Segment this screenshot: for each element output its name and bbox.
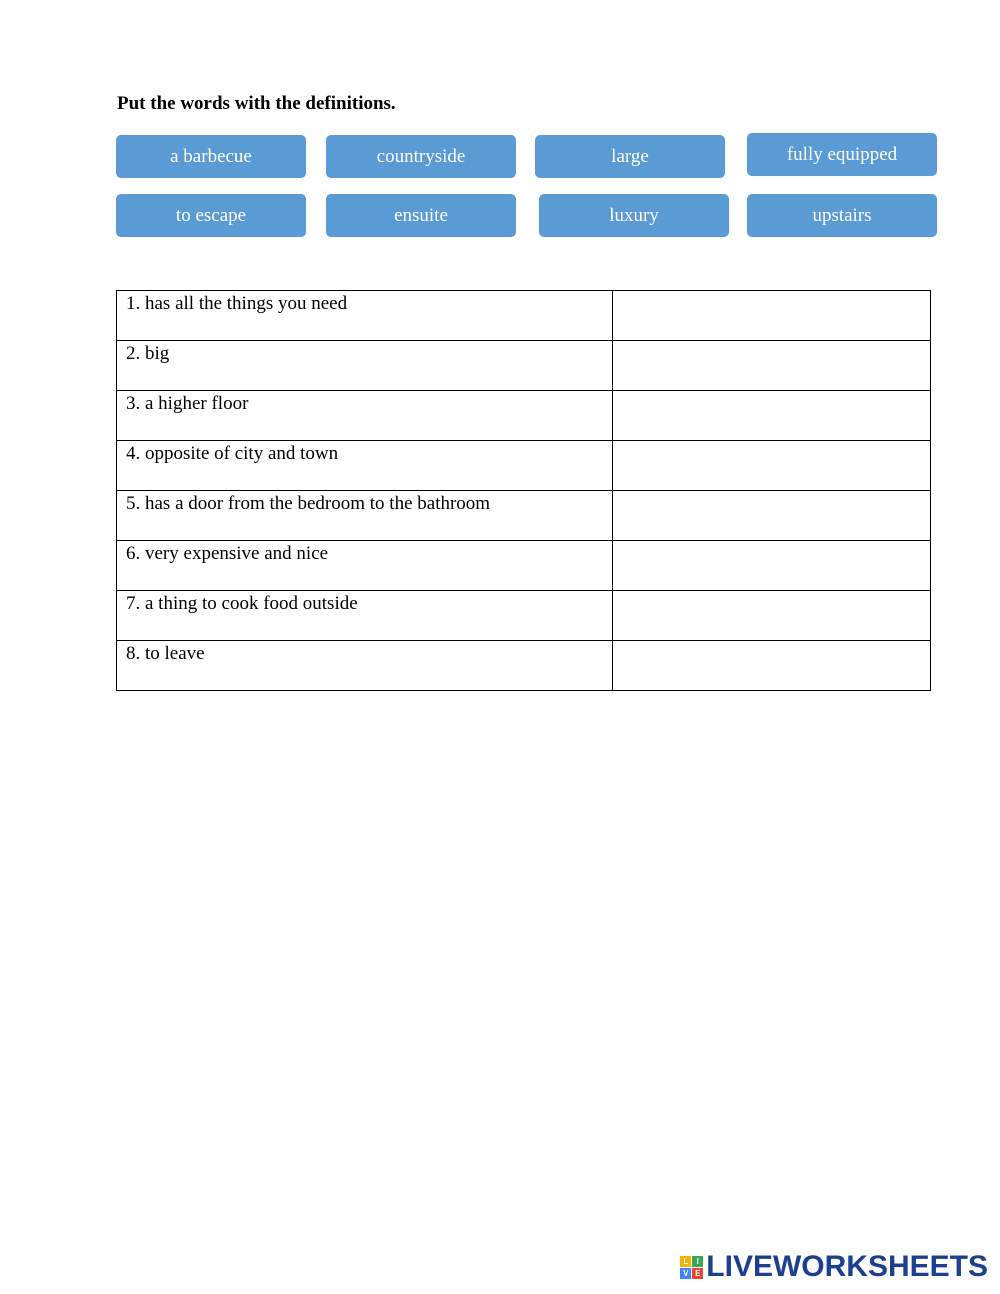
definitions-table: [116, 290, 931, 691]
brand-name: LIVEWORKSHEETS: [706, 1250, 988, 1283]
definition-text: 4. opposite of city and town: [117, 441, 613, 491]
definition-text: 6. very expensive and nice: [117, 541, 613, 591]
definition-text: 3. a higher floor: [117, 391, 613, 441]
table-row: [117, 541, 931, 591]
definition-text: 2. big: [117, 341, 613, 391]
live-logo-icon: [680, 1256, 703, 1279]
word-chip-fully-equipped[interactable]: fully equipped: [747, 133, 937, 176]
table-row: [117, 641, 931, 691]
word-chip-luxury[interactable]: luxury: [539, 194, 729, 237]
table-row: [117, 591, 931, 641]
instruction-heading: Put the words with the definitions.: [117, 93, 396, 114]
answer-drop-zone[interactable]: [613, 641, 931, 691]
answer-drop-zone[interactable]: [613, 491, 931, 541]
logo-letter-e: E: [692, 1268, 703, 1279]
word-chip-a-barbecue[interactable]: a barbecue: [116, 135, 306, 178]
word-chip-countryside[interactable]: countryside: [326, 135, 516, 178]
definition-text: 1. has all the things you need: [117, 291, 613, 341]
definition-text: 8. to leave: [117, 641, 613, 691]
answer-drop-zone[interactable]: [613, 441, 931, 491]
word-chip-ensuite[interactable]: ensuite: [326, 194, 516, 237]
logo-letter-i: I: [692, 1256, 703, 1267]
liveworksheets-logo: [680, 1250, 988, 1284]
answer-drop-zone[interactable]: [613, 391, 931, 441]
logo-letter-l: L: [680, 1256, 691, 1267]
table-row: [117, 291, 931, 341]
answer-drop-zone[interactable]: [613, 591, 931, 641]
table-row: [117, 441, 931, 491]
word-chip-large[interactable]: large: [535, 135, 725, 178]
definition-text: 5. has a door from the bedroom to the bathroom: [117, 491, 613, 541]
answer-drop-zone[interactable]: [613, 541, 931, 591]
table-row: [117, 391, 931, 441]
table-row: [117, 491, 931, 541]
definition-text: 7. a thing to cook food outside: [117, 591, 613, 641]
answer-drop-zone[interactable]: [613, 341, 931, 391]
answer-drop-zone[interactable]: [613, 291, 931, 341]
logo-letter-v: V: [680, 1268, 691, 1279]
table-row: [117, 341, 931, 391]
word-chip-to-escape[interactable]: to escape: [116, 194, 306, 237]
word-chip-upstairs[interactable]: upstairs: [747, 194, 937, 237]
